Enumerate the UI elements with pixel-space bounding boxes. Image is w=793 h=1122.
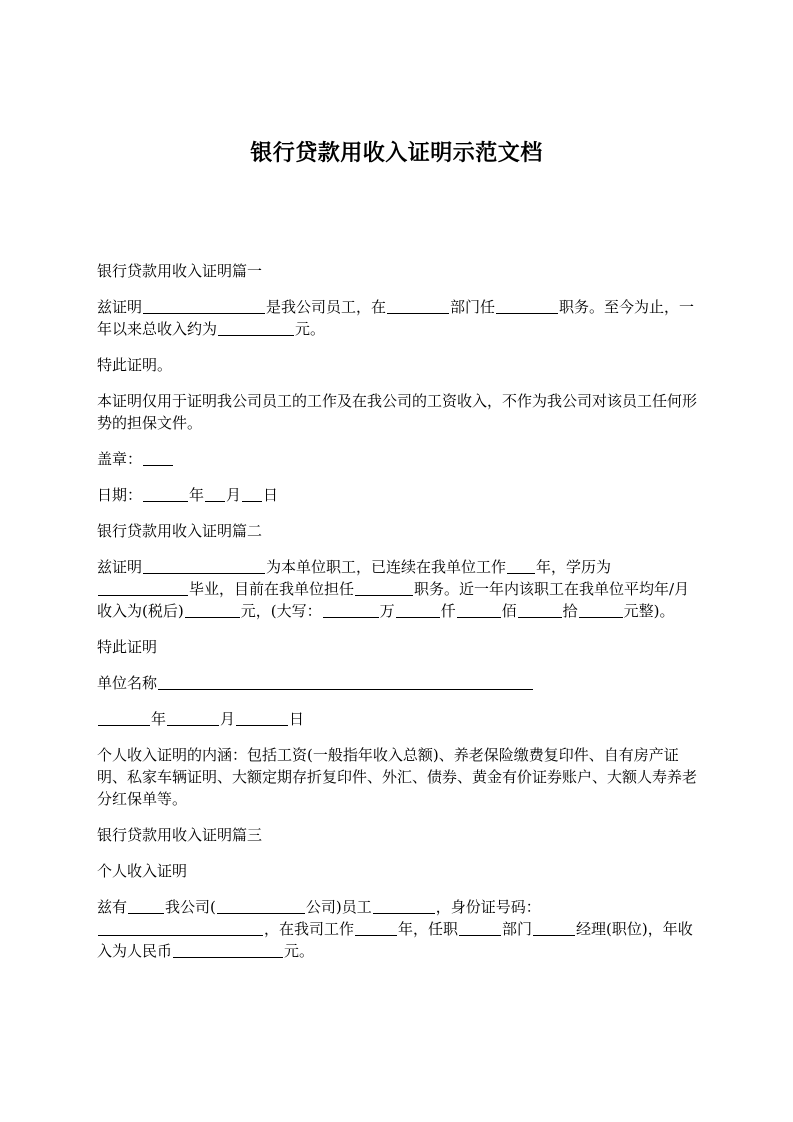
date-line-2: 年 月 日 xyxy=(97,708,697,730)
blank-department[interactable] xyxy=(387,298,449,314)
blank-unit-name[interactable] xyxy=(158,674,533,690)
certificate-paragraph-2: 兹证明 为本单位职工，已连续在我单位工作 年，学历为毕业，目前在我单位担任 职务。近一年内该职工在我单位平均年/月收入为(税后) 元，(大写： 万 仟 佰 拾 元整)。 xyxy=(97,558,690,620)
blank-bai[interactable] xyxy=(457,602,501,618)
blank-shi[interactable] xyxy=(518,602,562,618)
blank-position[interactable] xyxy=(496,298,558,314)
blank-qian[interactable] xyxy=(396,602,440,618)
document-body xyxy=(97,260,697,976)
blank-day[interactable] xyxy=(242,486,262,502)
blank-department[interactable] xyxy=(459,920,501,936)
unit-name-line: 单位名称 xyxy=(97,672,697,694)
date-line-1: 日期： 年 月 日 xyxy=(97,486,279,504)
blank-id-number[interactable] xyxy=(98,920,263,936)
blank-wan[interactable] xyxy=(323,602,379,618)
blank-years[interactable] xyxy=(507,558,535,574)
blank-year[interactable] xyxy=(143,486,188,502)
blank-month[interactable] xyxy=(167,710,219,726)
blank-name[interactable] xyxy=(143,298,265,314)
blank-yuan[interactable] xyxy=(579,602,623,618)
blank-position[interactable] xyxy=(355,580,413,596)
blank-income[interactable] xyxy=(173,942,283,958)
certificate-paragraph-1: 兹证明 是我公司员工，在 部门任 职务。至今为止，一年以来总收入约为 元。 xyxy=(97,298,695,338)
certify-line-1: 特此证明。 xyxy=(97,356,173,374)
section-heading-3: 银行贷款用收入证明篇三 xyxy=(97,826,263,844)
blank-employee[interactable] xyxy=(373,898,435,914)
blank-month[interactable] xyxy=(205,486,225,502)
blank-name[interactable] xyxy=(143,558,265,574)
blank-seal[interactable] xyxy=(143,450,173,466)
blank-education[interactable] xyxy=(98,580,188,596)
document-title: 银行贷款用收入证明示范文档 xyxy=(250,141,543,166)
certify-line-2: 特此证明 xyxy=(97,638,158,656)
subheading: 个人收入证明 xyxy=(97,862,188,880)
income-proof-description: 个人收入证明的内涵：包括工资(一般指年收入总额)、养老保险缴费复印件、自有房产证明、私家车辆证明、大额定期存折复印件、外汇、债券、黄金有价证券账户、大额人寿养老分红保单等。 xyxy=(97,746,698,808)
blank-year[interactable] xyxy=(98,710,150,726)
section-heading-1: 银行贷款用收入证明篇一 xyxy=(97,262,263,280)
blank-years[interactable] xyxy=(355,920,397,936)
blank-position[interactable] xyxy=(533,920,575,936)
section-heading-2: 银行贷款用收入证明篇二 xyxy=(97,522,263,540)
blank-day[interactable] xyxy=(236,710,288,726)
blank-income[interactable] xyxy=(185,602,240,618)
certificate-paragraph-3: 兹有 我公司( 公司)员工 ，身份证号码：，在我司工作 年，任职 部门 经理(职位)，年收入为人民币 元。 xyxy=(97,898,693,960)
seal-line: 盖章： xyxy=(97,448,697,470)
blank-income[interactable] xyxy=(218,320,294,336)
blank-name[interactable] xyxy=(128,898,164,914)
disclaimer-paragraph: 本证明仅用于证明我公司员工的工作及在我公司的工资收入，不作为我公司对该员工任何形势的担保文件。 xyxy=(97,392,698,432)
blank-company[interactable] xyxy=(217,898,305,914)
